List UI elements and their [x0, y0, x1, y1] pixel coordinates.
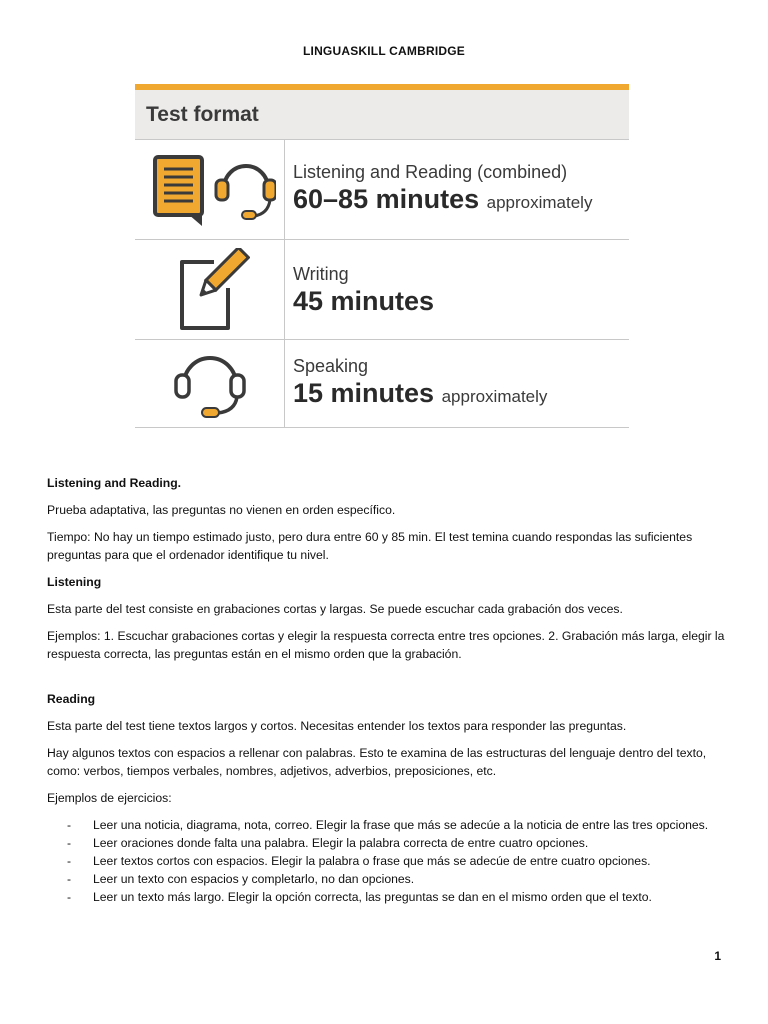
format-qualifier: approximately	[486, 192, 593, 212]
paragraph: Esta parte del test consiste en grabaciones cortas y largas. Se puede escuchar cada grabación dos veces.	[47, 602, 623, 616]
list-item: - Leer oraciones donde falta una palabra. Elegir la palabra correcta de entre cuatro opciones.	[67, 834, 727, 852]
list-item: - Leer un texto más largo. Elegir la opción correcta, las preguntas se dan en el mismo orden que el texto.	[67, 888, 727, 906]
format-label: Writing	[293, 263, 349, 284]
format-row-writing	[135, 240, 629, 340]
paragraph: Prueba adaptativa, las preguntas no vienen en orden específico.	[47, 503, 396, 517]
section-heading-listening-reading: Listening and Reading.	[47, 476, 182, 490]
format-row-listening-reading	[135, 140, 629, 240]
format-time: 45 minutes	[293, 285, 435, 316]
format-time: 15 minutes	[293, 377, 435, 408]
headset-icon	[135, 340, 285, 427]
paragraph: Tiempo: No hay un tiempo estimado justo, pero dura entre 60 y 85 min. El test temina cuando respondas las suficientes preguntas para que el ordenador identifique tu nivel.	[47, 530, 693, 562]
list-item: - Leer un texto con espacios y completarlo, no dan opciones.	[67, 870, 727, 888]
pencil-paper-icon	[135, 240, 285, 339]
list-item: - Leer textos cortos con espacios. Elegir la palabra o frase que más se adecúe de entre cuatro opciones.	[67, 852, 727, 870]
paragraph: Esta parte del test tiene textos largos y cortos. Necesitas entender los textos para responder las preguntas.	[47, 719, 627, 733]
section-heading-listening: Listening	[47, 575, 102, 589]
list-item: - Leer una noticia, diagrama, nota, correo. Elegir la frase que más se adecúe a la noticia de entre las tres opciones.	[67, 816, 727, 834]
examples-heading: Ejemplos de ejercicios:	[47, 791, 172, 805]
format-qualifier: approximately	[441, 386, 548, 406]
test-format-title: Test format	[135, 90, 629, 140]
document-and-headset-icon	[135, 140, 285, 239]
section-heading-reading: Reading	[47, 692, 96, 706]
format-row-speaking	[135, 340, 629, 428]
paragraph: Hay algunos textos con espacios a rellenar con palabras. Esto te examina de las estructuras del lenguaje dentro del texto, como: verbos, tiempos verbales, nombres, adjetivos, adverbios, preposiciones, etc.	[47, 746, 707, 778]
document-body	[47, 474, 727, 906]
document-title: LINGUASKILL CAMBRIDGE	[303, 44, 465, 58]
page-number: 1	[714, 949, 721, 963]
test-format-table	[135, 84, 629, 429]
examples-list	[47, 816, 727, 906]
paragraph: Ejemplos: 1. Escuchar grabaciones cortas y elegir la respuesta correcta entre tres opciones. 2. Grabación más larga, elegir la respuesta correcta, las preguntas están en el mismo orden que la grabación.	[47, 629, 725, 661]
format-time: 60–85 minutes	[293, 183, 480, 214]
format-label: Speaking	[293, 355, 369, 376]
format-label: Listening and Reading (combined)	[293, 161, 568, 182]
